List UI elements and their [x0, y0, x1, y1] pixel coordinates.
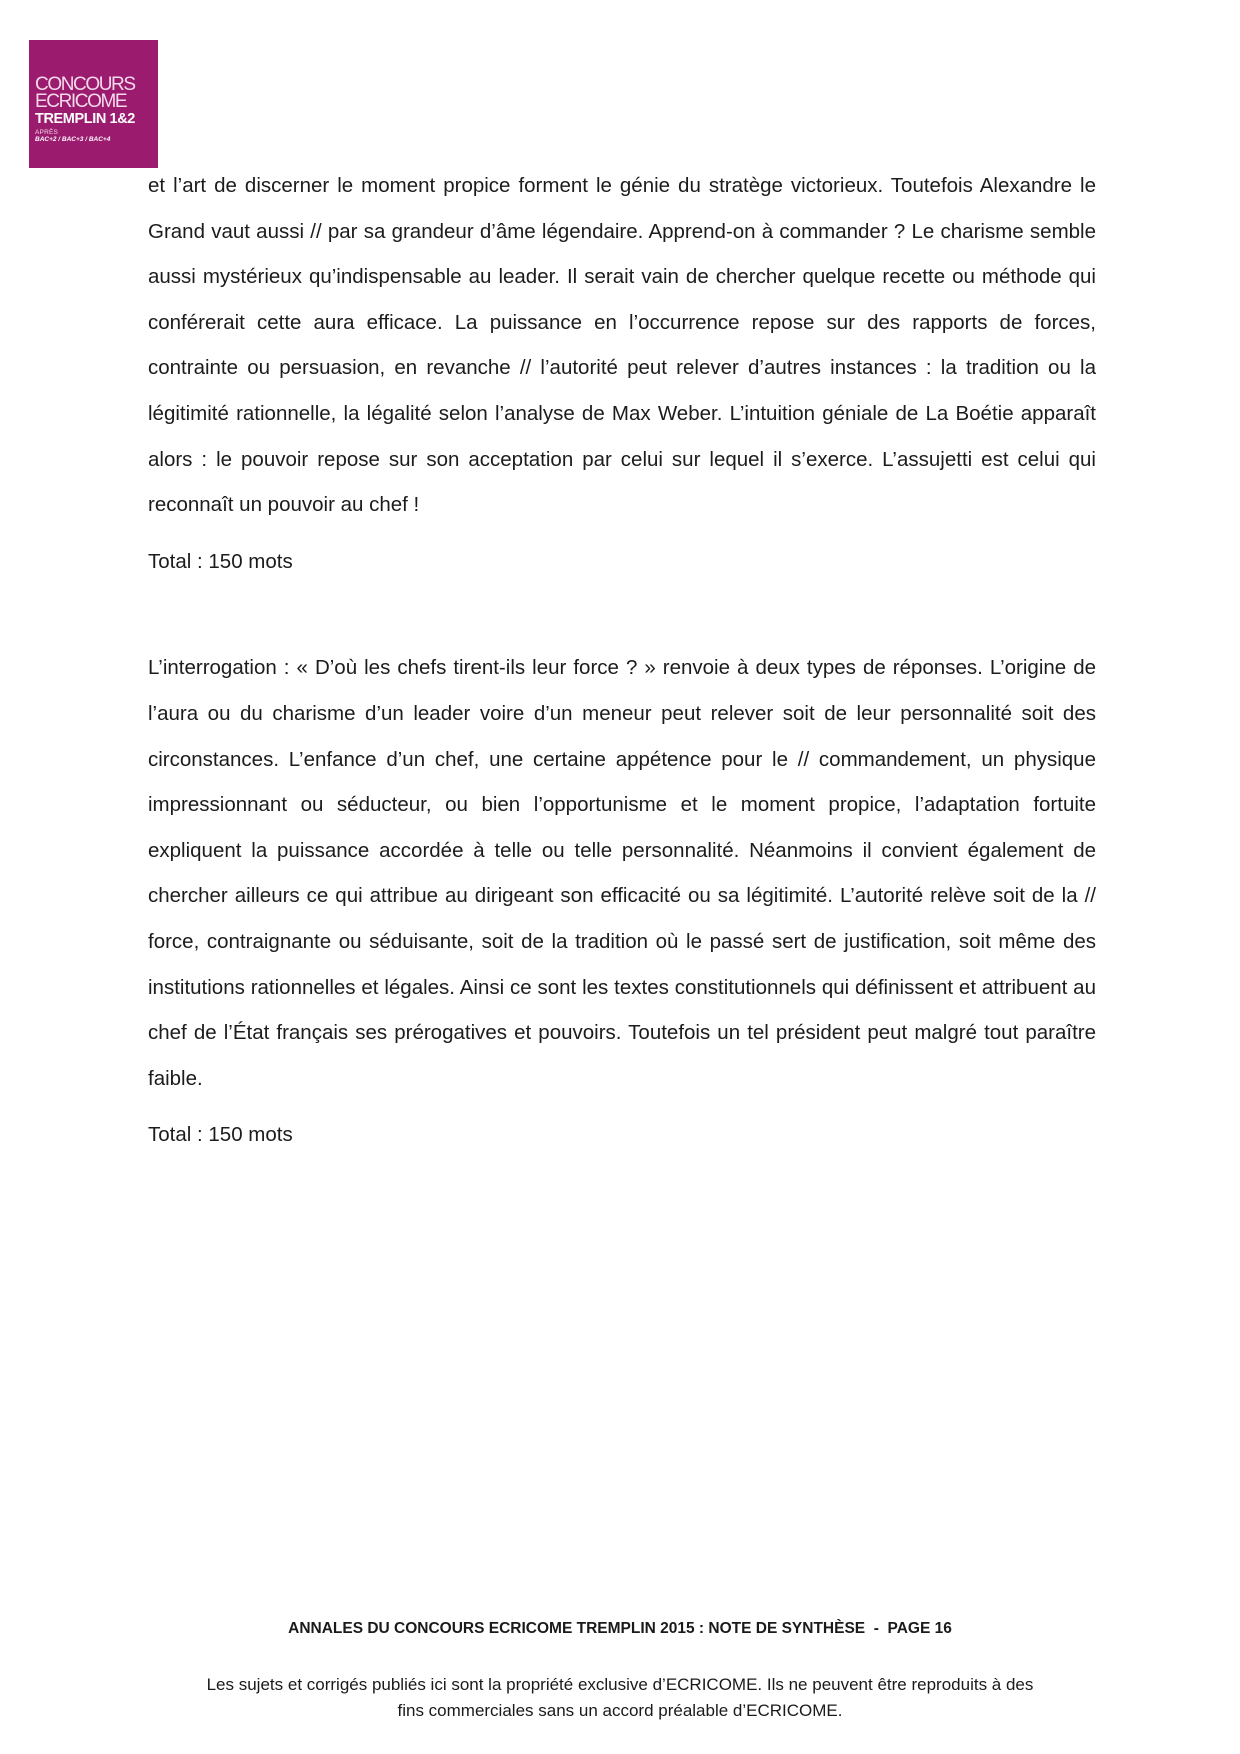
page-content: [148, 163, 1096, 1158]
word-count-1: Total : 150 mots: [148, 549, 293, 573]
logo-line-bac-levels: BAC+2 / BAC+3 / BAC+4: [35, 136, 111, 143]
footer-title: [0, 1620, 1240, 1638]
logo-line-tremplin: TREMPLIN 1&2: [35, 111, 135, 127]
logo-line-apres: APRÈS: [35, 129, 59, 136]
paragraph-2: L’interrogation : « D’où les chefs tirent-ils leur force ? » renvoie à deux types de réponses. L’origine de l’aura ou du charisme d’un leader voire d’un meneur peut relever soit de leur personnalité soit des circonstances. L’enfance d’un chef, une certaine appétence pour le // commandement, un physique impressionnant ou séducteur, ou bien l’opportunisme et le moment propice, l’adaptation fortuite expliquent la puissance accordée à telle ou telle personnalité. Néanmoins il convient également de chercher ailleurs ce qui attribue au dirigeant son efficacité ou sa légitimité. L’autorité relève soit de la // force, contraignante ou séduisante, soit de la tradition où le passé sert de justification, soit même des institutions rationnelles et légales. Ainsi ce sont les textes constitutionnels qui définissent et attribuent au chef de l’État français ses prérogatives et pouvoirs. Toutefois un tel président peut malgré tout paraître faible.: [148, 656, 1096, 1090]
logo-line-ecricome: ECRICOME: [35, 91, 127, 112]
copyright-notice-line-2: fins commerciales sans un accord préalable d’ECRICOME.: [397, 1701, 843, 1720]
footer-title-text: ANNALES DU CONCOURS ECRICOME TREMPLIN 2015 : NOTE DE SYNTHÈSE - PAGE 16: [288, 1620, 952, 1637]
logo-line-concours: CONCOURS: [35, 74, 135, 95]
copyright-notice-line-1: Les sujets et corrigés publiés ici sont la propriété exclusive d’ECRICOME. Ils ne peuvent être reproduits à des: [206, 1675, 1034, 1694]
paragraph-1: et l’art de discerner le moment propice forment le génie du stratège victorieux. Toutefois Alexandre le Grand vaut aussi // par sa grandeur d’âme légendaire. Apprend-on à commander ? Le charisme semble aussi mystérieux qu’indispensable au leader. Il serait vain de chercher quelque recette ou méthode qui conférerait cette aura efficace. La puissance en l’occurrence repose sur des rapports de forces, contrainte ou persuasion, en revanche // l’autorité peut relever d’autres instances : la tradition ou la légitimité rationnelle, la légalité selon l’analyse de Max Weber. L’intuition géniale de La Boétie apparaît alors : le pouvoir repose sur son acceptation par celui sur lequel il s’exerce. L’assujetti est celui qui reconnaît un pouvoir au chef !: [148, 174, 1096, 517]
ecricome-tremplin-logo: [29, 40, 158, 168]
word-count-2: Total : 150 mots: [148, 1123, 293, 1147]
copyright-notice: [0, 1672, 1240, 1724]
